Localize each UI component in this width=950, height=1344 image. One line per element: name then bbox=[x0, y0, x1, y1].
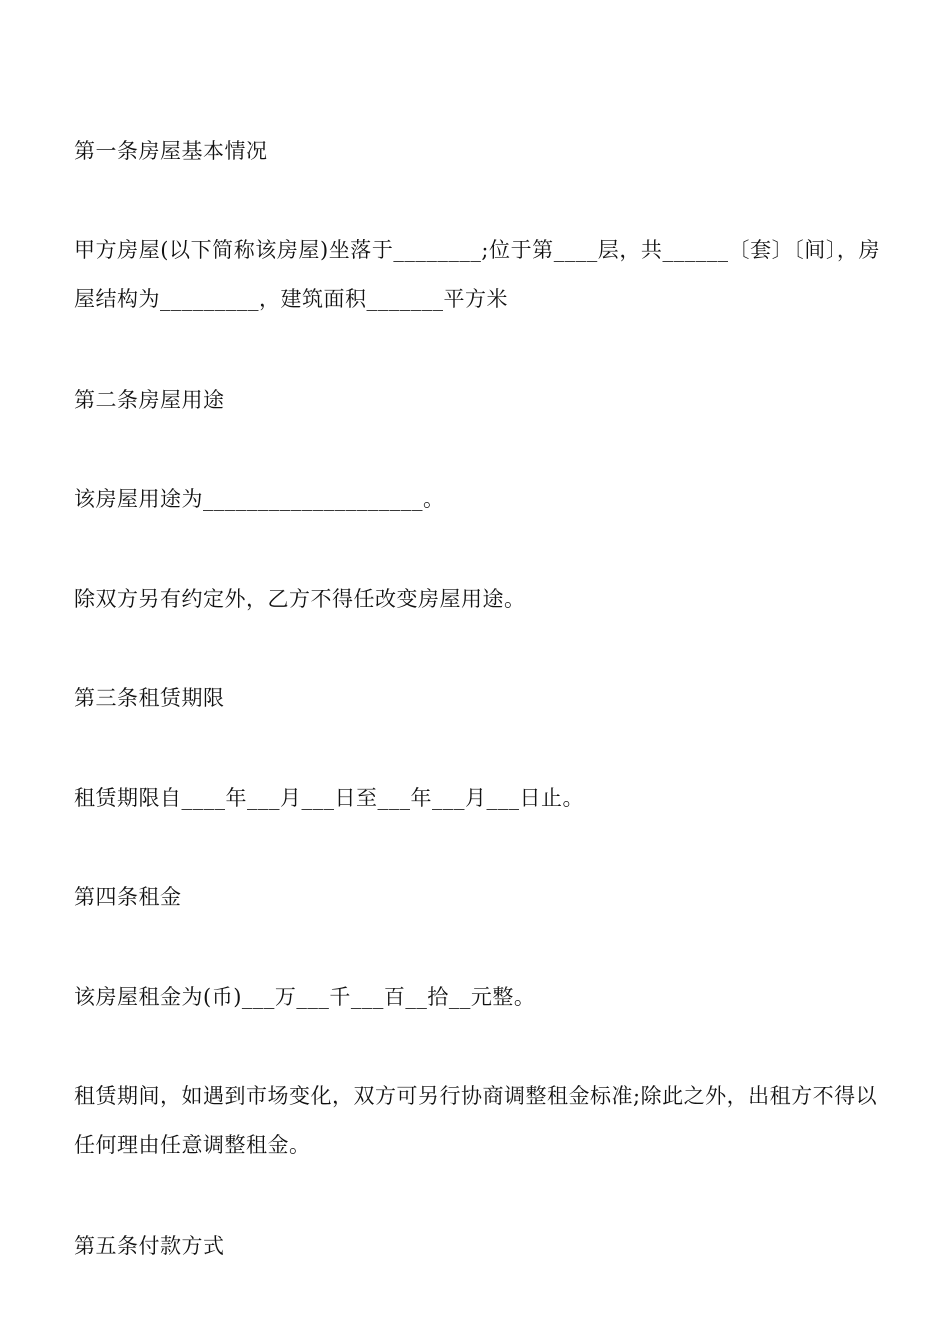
section-1-paragraph: 甲方房屋(以下简称该房屋)坐落于________;位于第____层，共______〔套〕〔间〕，房屋结构为_________，建筑面积_______平方米 bbox=[74, 238, 880, 311]
section-4-heading: 第四条租金 bbox=[74, 885, 182, 909]
section-5-heading: 第五条付款方式 bbox=[74, 1234, 225, 1258]
section-4-paragraph-2: 租赁期间，如遇到市场变化，双方可另行协商调整租金标准;除此之外，出租方不得以任何理由任意调整租金。 bbox=[74, 1084, 878, 1157]
section-4-paragraph-1: 该房屋租金为(币)___万___千___百__拾__元整。 bbox=[74, 985, 536, 1009]
section-2-paragraph-1: 该房屋用途为____________________。 bbox=[74, 487, 445, 511]
section-2-heading: 第二条房屋用途 bbox=[74, 388, 225, 412]
section-1-heading: 第一条房屋基本情况 bbox=[74, 139, 268, 163]
section-3-paragraph: 租赁期限自____年___月___日至___年___月___日止。 bbox=[74, 786, 584, 810]
section-2-paragraph-2: 除双方另有约定外，乙方不得任改变房屋用途。 bbox=[74, 587, 526, 611]
section-3-heading: 第三条租赁期限 bbox=[74, 686, 225, 710]
